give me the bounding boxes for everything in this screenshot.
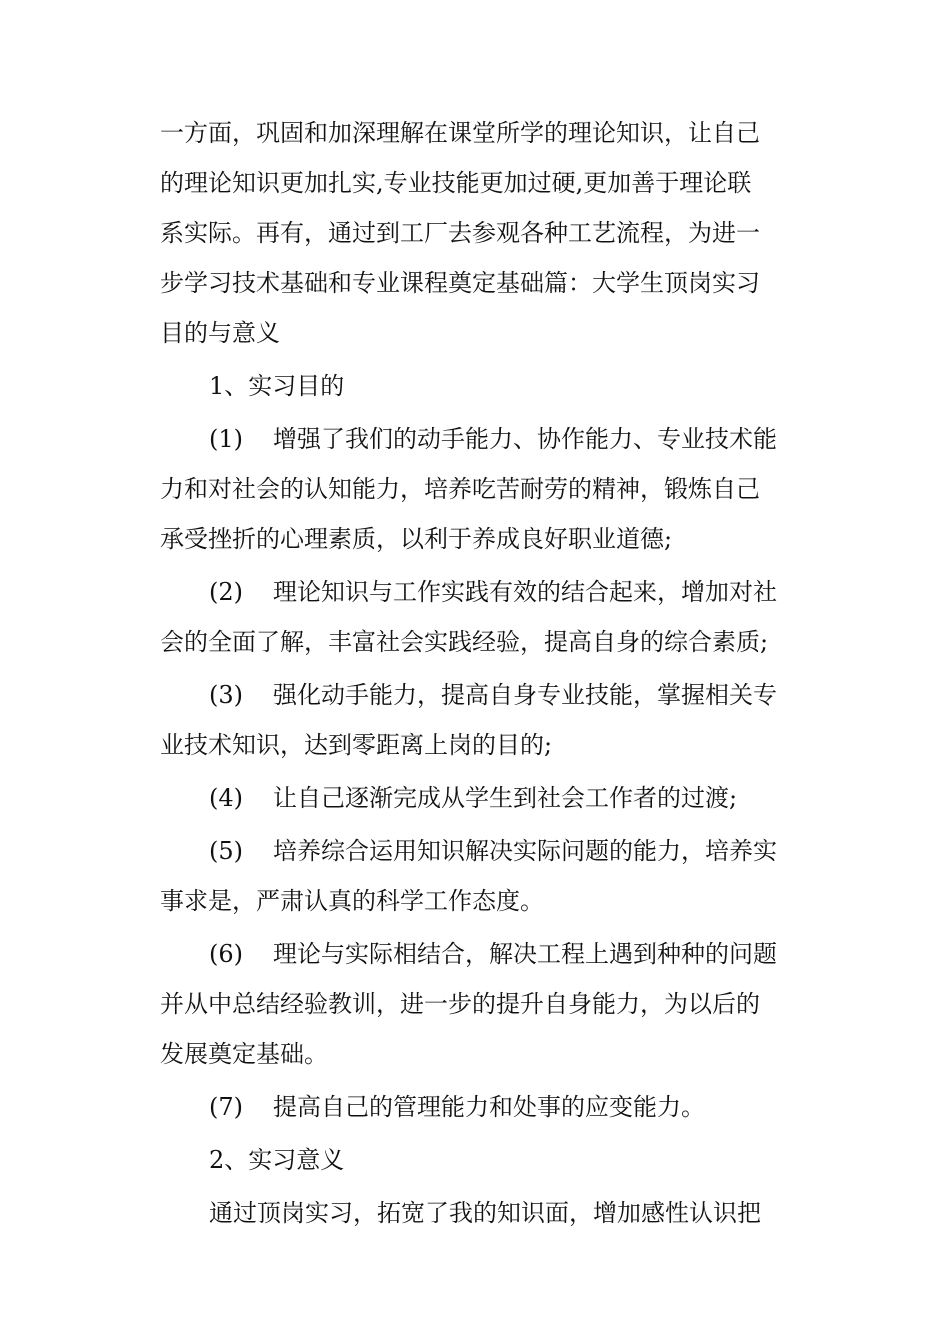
document-body <box>160 108 810 1238</box>
section-heading-significance: 2、实习意义 <box>209 1146 345 1174</box>
item-number: (2) <box>209 578 243 606</box>
list-item <box>160 414 810 464</box>
section-heading-purpose: 1、实习目的 <box>209 372 345 400</box>
text-line: 目的与意义 <box>160 319 280 347</box>
text-line: 发展奠定基础。 <box>160 1040 328 1068</box>
text-line: 业技术知识，达到零距离上岗的目的; <box>160 731 553 759</box>
item-number: (7) <box>209 1093 243 1121</box>
item-text: 增强了我们的动手能力、协作能力、专业技术能 <box>273 425 777 453</box>
item-text: 让自己逐渐完成从学生到社会工作者的过渡; <box>273 784 738 812</box>
text-line: 承受挫折的心理素质，以利于养成良好职业道德; <box>160 525 673 553</box>
text-line: 步学习技术基础和专业课程奠定基础篇：大学生顶岗实习 <box>160 269 760 297</box>
list-item <box>160 826 810 876</box>
text-line: 并从中总结经验教训，进一步的提升自身能力，为以后的 <box>160 990 760 1018</box>
text-line: 事求是，严肃认真的科学工作态度。 <box>160 887 544 915</box>
item-number: (4) <box>209 784 243 812</box>
item-text: 强化动手能力，提高自身专业技能，掌握相关专 <box>273 681 777 709</box>
text-line: 的理论知识更加扎实,专业技能更加过硬,更加善于理论联 <box>160 169 752 197</box>
item-text: 理论知识与工作实践有效的结合起来，增加对社 <box>273 578 777 606</box>
text-line: 系实际。再有，通过到工厂去参观各种工艺流程，为进一 <box>160 219 760 247</box>
item-number: (5) <box>209 837 243 865</box>
text-line: 一方面，巩固和加深理解在课堂所学的理论知识，让自己 <box>160 119 760 147</box>
list-item <box>160 567 810 617</box>
list-item <box>160 773 810 823</box>
item-text: 提高自己的管理能力和处事的应变能力。 <box>273 1093 705 1121</box>
item-number: (6) <box>209 940 243 968</box>
item-number: (1) <box>209 425 243 453</box>
list-item <box>160 1082 810 1132</box>
text-line: 力和对社会的认知能力，培养吃苦耐劳的精神，锻炼自己 <box>160 475 760 503</box>
list-item <box>160 929 810 979</box>
item-text: 培养综合运用知识解决实际问题的能力，培养实 <box>273 837 777 865</box>
item-text: 理论与实际相结合，解决工程上遇到种种的问题 <box>273 940 777 968</box>
item-number: (3) <box>209 681 243 709</box>
text-line: 会的全面了解，丰富社会实践经验，提高自身的综合素质; <box>160 628 769 656</box>
text-line: 通过顶岗实习，拓宽了我的知识面，增加感性认识把 <box>209 1199 761 1227</box>
list-item <box>160 670 810 720</box>
